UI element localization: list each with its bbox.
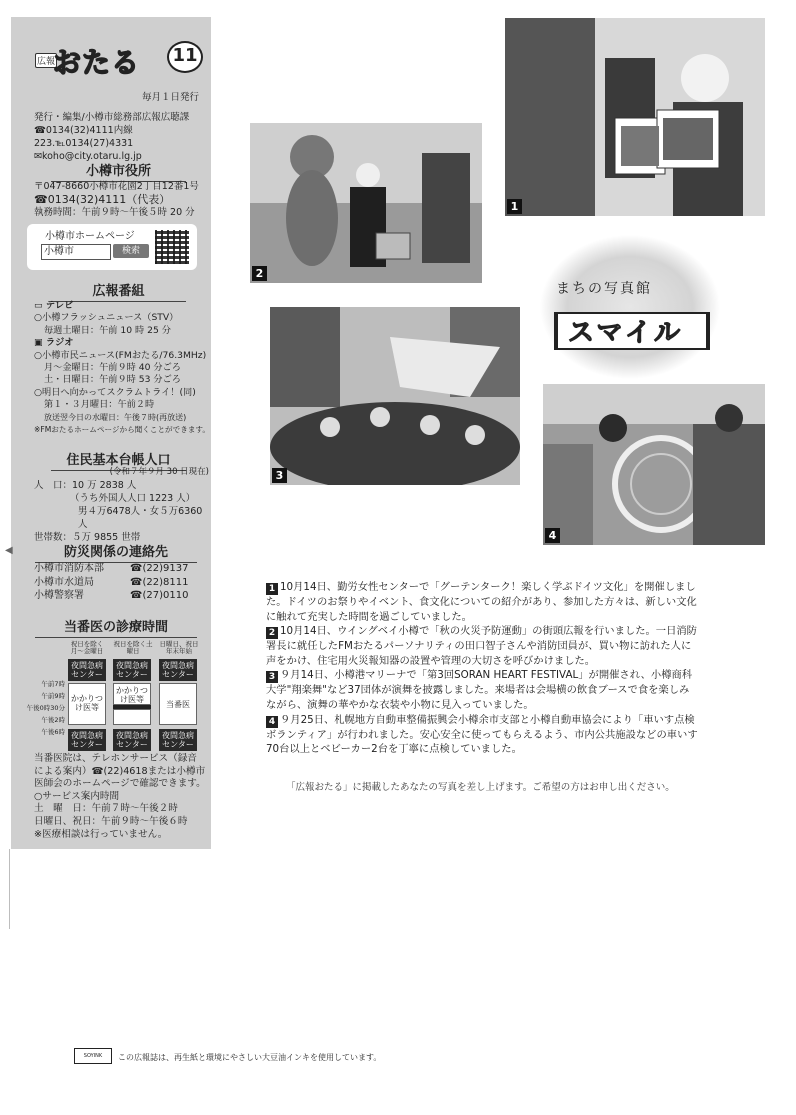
col-header-holiday: 日曜日、祝日年末年始 [159, 640, 199, 655]
caption-number: 3 [266, 671, 278, 683]
radio-icon: ▣ [34, 337, 46, 349]
service-note: ※医療相談は行っていません。 [34, 828, 168, 840]
time-label: 午前7時 [41, 680, 65, 688]
service-hours: 日曜日、祝日：午前９時〜午後６時 [34, 815, 188, 827]
broadcast-info [34, 300, 212, 436]
time-label: 午後2時 [41, 716, 65, 724]
divider [9, 849, 10, 929]
photo-4-image [543, 384, 765, 545]
photo-number: 1 [507, 199, 522, 214]
arrow-left-icon: ◀ [5, 545, 13, 556]
caption-item [266, 668, 698, 712]
radio-time-monday: 第１・３月曜日：午前２時 [44, 399, 155, 411]
radio-program: ○小樽市民ニュース(FMおたる/76.3MHz) [34, 349, 207, 361]
contact-tel: ☎(22)9137 [130, 563, 189, 574]
stamp-main-title: スマイル [568, 318, 683, 348]
photo-offer-note: 「広報おたる」に掲載したあなたの写真を差し上げます。ご希望の方はお申し出ください。 [286, 782, 675, 793]
koho-tag: 広報 [35, 53, 57, 68]
caption-text: ９月14日、小樽港マリーナで「第3回SORAN HEART FESTIVAL」が開催され、小樽商科大学"翔楽舞"など37団体が演舞を披露しました。来場者は会場横の飲食ブースで食を楽しみながら、演舞の華やかな衣装や小物に見入っていました。 [266, 669, 693, 711]
night-center-cell: 夜間急病センター [113, 729, 151, 751]
night-center-cell: 夜間急病センター [159, 659, 197, 681]
time-label: 午後6時 [41, 728, 65, 736]
radio-program-2: ○明日へ向かってスクラムトライ！(同) [34, 386, 196, 398]
publish-frequency: 毎月１日発行 [141, 92, 199, 103]
tv-program: ○小樽フラッシュニュース（STV） [34, 312, 179, 324]
radio-note: ※FMおたるホームページから聞くことができます。 [34, 425, 210, 435]
caption-number: 1 [266, 583, 278, 595]
population-total: 人 口：10 万 2838 人 [34, 480, 137, 491]
caption-text: ９月25日、札幌地方自動車整備振興会小樽余市支部と小樽自動車協会により「車いす点検ボランティア」が行われました。安心安全に使ってもらえるよう、市内公共施設などの車いす70台以上とベビーカー2台を丁寧に点検していました。 [266, 713, 698, 756]
night-center-cell: 夜間急病センター [68, 729, 106, 751]
population-info [34, 466, 209, 544]
family-doctor-cell: かかりつけ医等 [113, 683, 151, 705]
stamp-background [538, 232, 722, 382]
homepage-search-box [27, 224, 197, 270]
caption-text: 10月14日、ウイングベイ小樽で「秋の火災予防運動」の街頭広報を行いました。一日消防署長に就任したFMおたるパーソナリティの田口智子さんや消防団員が、買い物に訪れた人に声をかけ、住宅用火災報知器の設置や管理の大切さを呼びかけました。 [266, 625, 697, 667]
clinic-info [34, 753, 212, 841]
search-button[interactable]: 検索 [113, 244, 149, 258]
clinic-desc: 当番医院は、テレホンサービス（録音 [34, 753, 197, 764]
radio-time-rebroadcast: 放送翌今日の水曜日：午後７時(再放送) [44, 412, 187, 422]
search-input[interactable]: 小樽市 [41, 244, 111, 260]
publisher-phone: ☎0134(32)4111内線223.℡0134(27)4331 [34, 125, 134, 149]
night-center-cell: 夜間急病センター [159, 729, 197, 751]
section-title: 住民基本台帳人口 [51, 449, 186, 471]
caption-number: 2 [266, 627, 278, 639]
city-office-info [34, 180, 209, 219]
tv-label: テレビ [45, 300, 74, 311]
clinic-schedule-table [26, 640, 209, 757]
caption-number: 4 [266, 716, 278, 728]
photo-1 [505, 18, 765, 216]
footer [76, 1052, 381, 1063]
footer-text: この広報誌は、再生紙と環境にやさしい大豆油インキを使用しています。 [118, 1053, 382, 1062]
photo-3 [270, 307, 520, 485]
city-phone: ☎0134(32)4111（代表） [34, 193, 171, 206]
radio-time-weekday: 月〜金曜日：午前９時 40 分ごろ [44, 362, 181, 374]
population-gender: 男４万6478人・女５万6360人 [78, 506, 203, 530]
photo-1-image [505, 18, 765, 216]
population-households: 世帯数：５万 9855 世帯 [34, 532, 141, 543]
tv-time: 毎週土曜日：午前 10 時 25 分 [44, 324, 171, 336]
photo-captions [266, 580, 698, 757]
stamp-title: まちの写真館 [556, 281, 652, 297]
contact-name: 小樽警察署 [34, 590, 84, 601]
radio-label: ラジオ [45, 337, 74, 349]
clinic-desc: による案内）☎(22)4618または小樽市 [34, 765, 206, 777]
city-office-section [51, 160, 186, 182]
population-foreign: （うち外国人人口 1223 人） [70, 493, 196, 504]
tv-icon: ▭ [34, 300, 46, 311]
contact-row [34, 589, 209, 603]
city-hours: 執務時間：午前９時〜午後５時 20 分 [34, 207, 195, 218]
contact-row [34, 562, 209, 576]
time-label: 午後0時30分 [26, 704, 65, 712]
broadcast-section [51, 280, 186, 302]
disaster-section [35, 541, 197, 563]
publisher-line: 発行・編集/小樽市総務部広報広聴課 [34, 112, 190, 123]
night-center-cell: 夜間急病センター [68, 659, 106, 681]
population-as-of: (令和７年９月 30 日現在) [109, 467, 209, 477]
caption-text: 10月14日、勤労女性センターで「グーテンターク！楽しく学ぶドイツ文化」を開催しました。ドイツのお祭りやイベント、食文化についての紹介があり、参加した方々は、新しい文化に触れて充実した時間を過ごしていました。 [266, 581, 697, 623]
logo-otaru: おたる [53, 46, 141, 79]
photo-3-image [270, 307, 520, 485]
col-header-saturday: 祝日を除く土曜日 [113, 640, 153, 655]
contact-row [34, 576, 209, 590]
disaster-contacts [34, 562, 209, 603]
clinic-section [35, 616, 197, 638]
photo-2-image [250, 123, 482, 283]
publisher-email[interactable]: ✉koho@city.otaru.lg.jp [34, 151, 142, 162]
service-title: ○サービス案内時間 [34, 790, 120, 802]
contact-name: 小樽市水道局 [34, 576, 94, 588]
section-title: 当番医の診療時間 [35, 616, 197, 638]
section-title: 広報番組 [51, 280, 186, 302]
info-sidebar [5, 17, 211, 849]
contact-name: 小樽市消防本部 [34, 563, 104, 574]
homepage-title: 小樽市ホームページ [45, 231, 135, 242]
issue-number: 11 [167, 41, 203, 73]
service-hours: 土 曜 日：午前７時〜午後２時 [34, 803, 178, 815]
night-center-cell: 夜間急病センター [113, 659, 151, 681]
soy-ink-icon: SOYINK [74, 1048, 112, 1064]
publisher-info [34, 111, 209, 163]
contact-tel: ☎(22)8111 [130, 576, 189, 588]
caption-item [266, 580, 698, 624]
section-title: 小樽市役所 [51, 160, 186, 182]
photo-4 [543, 384, 765, 545]
photo-number: 2 [252, 266, 267, 281]
radio-time-weekend: 土・日曜日：午前９時 53 分ごろ [44, 374, 181, 386]
qr-code-icon [155, 230, 189, 264]
caption-item [266, 713, 698, 757]
photo-gallery-stamp [538, 232, 722, 382]
time-label: 午前9時 [41, 692, 65, 700]
empty-cell [113, 709, 151, 725]
family-doctor-cell: かかりつけ医等 [68, 683, 106, 725]
section-title: 防災関係の連絡先 [35, 541, 197, 563]
clinic-desc: 医師会のホームページで確認できます。 [34, 778, 206, 790]
caption-item [266, 624, 698, 668]
photo-2 [250, 123, 482, 283]
duty-doctor-cell: 当番医 [159, 683, 197, 725]
city-address: 〒047-8660小樽市花園2丁目12番1号 [34, 181, 199, 192]
photo-number: 3 [272, 468, 287, 483]
masthead [17, 35, 207, 87]
col-header-weekday: 祝日を除く月〜金曜日 [70, 640, 104, 655]
contact-tel: ☎(27)0110 [130, 590, 189, 601]
photo-number: 4 [545, 528, 560, 543]
